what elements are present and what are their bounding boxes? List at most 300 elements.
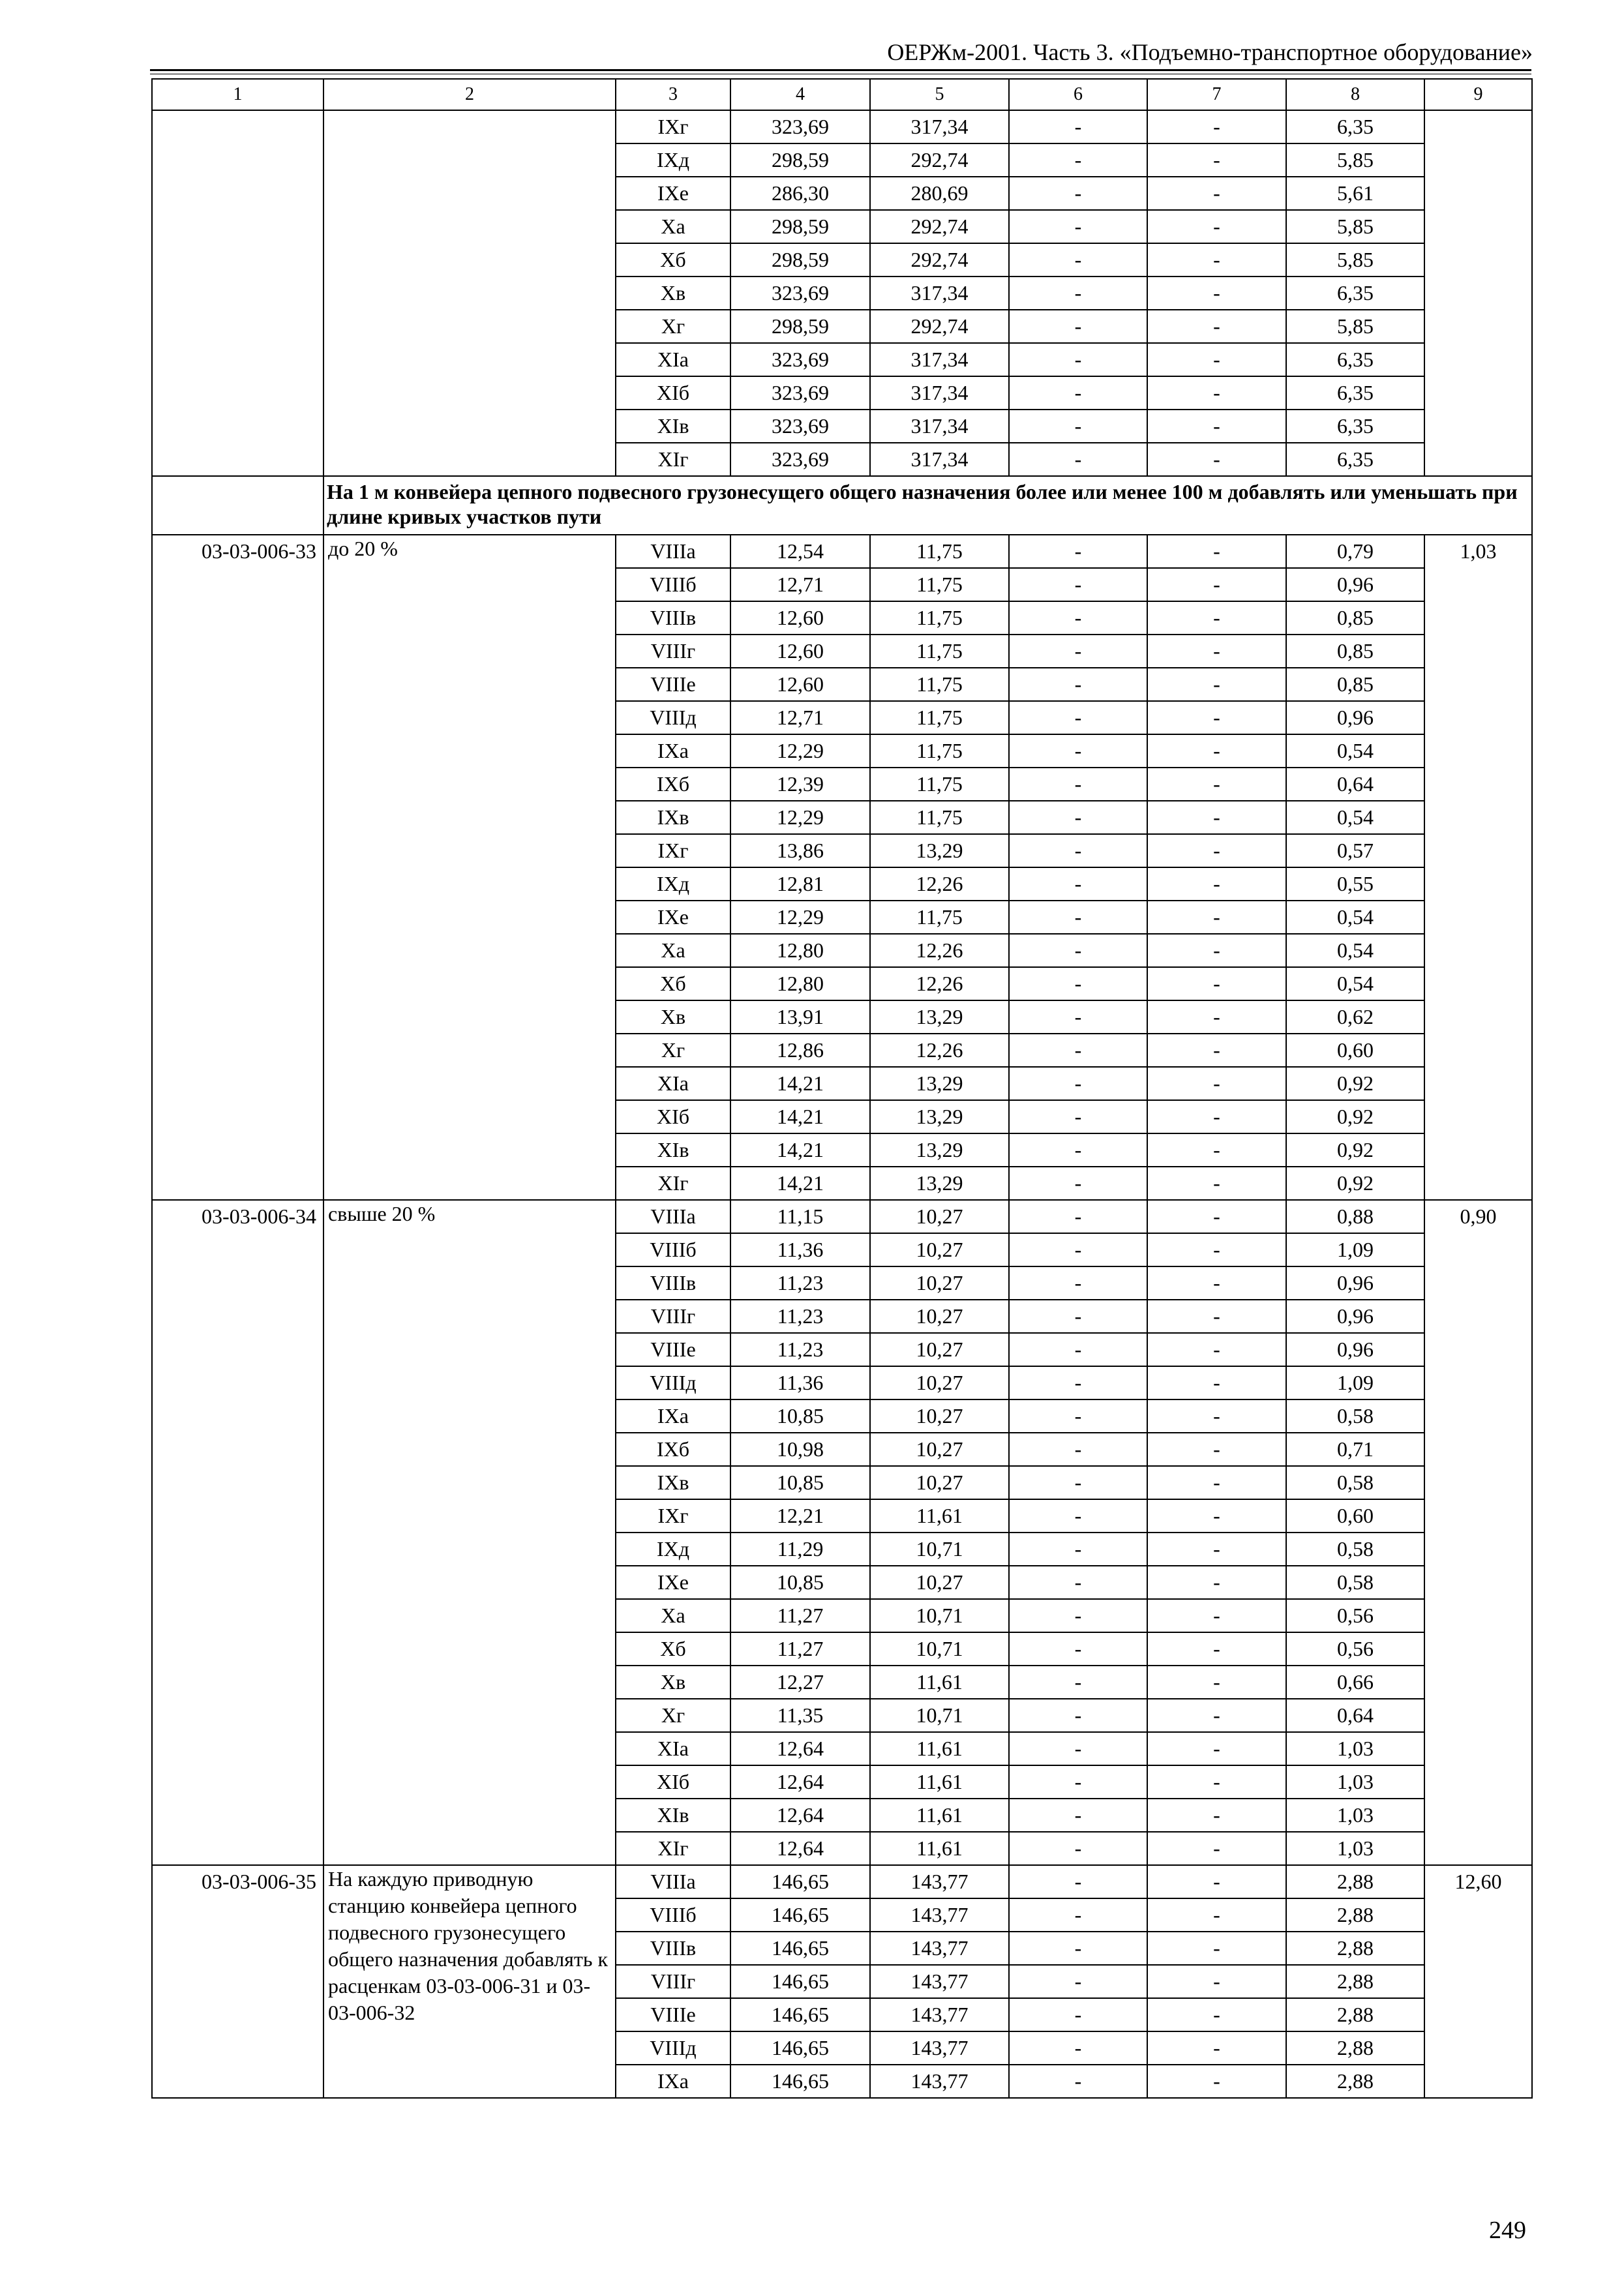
machinists-wages-cell: -	[1147, 1566, 1286, 1599]
materials-cell: 1,03	[1286, 1765, 1424, 1799]
total-cost-cell: 146,65	[730, 2031, 870, 2065]
machinists-wages-cell: -	[1147, 2031, 1286, 2065]
total-cost-cell: 12,60	[730, 635, 870, 668]
materials-cell: 0,60	[1286, 1499, 1424, 1533]
materials-cell: 0,54	[1286, 967, 1424, 1000]
total-cost-cell: 12,80	[730, 934, 870, 967]
wages-cell: 143,77	[870, 1965, 1009, 1998]
wages-cell: 11,61	[870, 1832, 1009, 1865]
materials-cell: 2,88	[1286, 1998, 1424, 2031]
machinists-wages-cell: -	[1147, 1666, 1286, 1699]
machinists-wages-cell: -	[1147, 1466, 1286, 1499]
total-cost-cell: 12,64	[730, 1732, 870, 1765]
table-row	[152, 110, 1532, 143]
resource-code-cell: XIв	[616, 1133, 730, 1167]
machinists-wages-cell: -	[1147, 1000, 1286, 1034]
materials-cell: 0,96	[1286, 1300, 1424, 1333]
machines-cell: -	[1009, 635, 1147, 668]
machines-cell: -	[1009, 1499, 1147, 1533]
section-title-row	[152, 476, 1532, 535]
resource-code-cell: VIIIд	[616, 2031, 730, 2065]
machines-cell: -	[1009, 601, 1147, 635]
materials-cell: 0,85	[1286, 668, 1424, 701]
wages-cell: 10,27	[870, 1333, 1009, 1366]
machinists-wages-cell: -	[1147, 1533, 1286, 1566]
total-cost-cell: 12,81	[730, 867, 870, 901]
wages-cell: 12,26	[870, 967, 1009, 1000]
resource-code-cell: IXб	[616, 1433, 730, 1466]
total-cost-cell: 12,21	[730, 1499, 870, 1533]
resource-code-cell: VIIIа	[616, 1200, 730, 1233]
resource-code-cell: Xб	[616, 1632, 730, 1666]
materials-cell: 0,57	[1286, 834, 1424, 867]
wages-cell: 13,29	[870, 834, 1009, 867]
total-cost-cell: 12,39	[730, 768, 870, 801]
machinists-wages-cell: -	[1147, 1832, 1286, 1865]
materials-cell: 0,60	[1286, 1034, 1424, 1067]
column-number-cell: 6	[1009, 79, 1147, 110]
machines-cell: -	[1009, 376, 1147, 410]
materials-cell: 2,88	[1286, 1898, 1424, 1932]
total-cost-cell: 12,60	[730, 601, 870, 635]
total-cost-cell: 323,69	[730, 443, 870, 476]
machines-cell: -	[1009, 734, 1147, 768]
total-cost-cell: 11,27	[730, 1632, 870, 1666]
materials-cell: 6,35	[1286, 110, 1424, 143]
wages-cell: 292,74	[870, 310, 1009, 343]
materials-cell: 2,88	[1286, 2065, 1424, 2098]
machines-cell: -	[1009, 1133, 1147, 1167]
wages-cell: 11,75	[870, 535, 1009, 568]
total-cost-cell: 11,35	[730, 1699, 870, 1732]
wages-cell: 317,34	[870, 443, 1009, 476]
code-cell-empty	[152, 110, 323, 476]
materials-cell: 0,58	[1286, 1533, 1424, 1566]
materials-cell: 0,92	[1286, 1067, 1424, 1100]
column-number-cell: 2	[323, 79, 616, 110]
total-cost-cell: 12,54	[730, 535, 870, 568]
table-row	[152, 1865, 1532, 1898]
wages-cell: 143,77	[870, 1998, 1009, 2031]
materials-cell: 1,03	[1286, 1732, 1424, 1765]
machinists-wages-cell: -	[1147, 343, 1286, 376]
machinists-wages-cell: -	[1147, 1865, 1286, 1898]
wages-cell: 11,61	[870, 1799, 1009, 1832]
wages-cell: 13,29	[870, 1100, 1009, 1133]
machines-cell: -	[1009, 834, 1147, 867]
resource-code-cell: VIIIб	[616, 1233, 730, 1266]
machinists-wages-cell: -	[1147, 2065, 1286, 2098]
norm-name-cell: до 20 %	[323, 535, 616, 1200]
machines-cell: -	[1009, 1632, 1147, 1666]
resource-code-cell: VIIIд	[616, 1366, 730, 1399]
machinists-wages-cell: -	[1147, 635, 1286, 668]
machines-cell: -	[1009, 1799, 1147, 1832]
norms-table	[151, 78, 1533, 2099]
machinists-wages-cell: -	[1147, 143, 1286, 177]
machines-cell: -	[1009, 310, 1147, 343]
machines-cell: -	[1009, 1067, 1147, 1100]
wages-cell: 12,26	[870, 1034, 1009, 1067]
machinists-wages-cell: -	[1147, 734, 1286, 768]
materials-cell: 5,85	[1286, 143, 1424, 177]
machinists-wages-cell: -	[1147, 1932, 1286, 1965]
total-cost-cell: 14,21	[730, 1067, 870, 1100]
total-cost-cell: 298,59	[730, 310, 870, 343]
materials-cell: 1,03	[1286, 1799, 1424, 1832]
resource-code-cell: Xа	[616, 210, 730, 243]
machinists-wages-cell: -	[1147, 410, 1286, 443]
resource-code-cell: VIIIб	[616, 568, 730, 601]
machines-cell: -	[1009, 668, 1147, 701]
labor-cost-cell: 12,60	[1424, 1865, 1532, 2098]
machinists-wages-cell: -	[1147, 1100, 1286, 1133]
machinists-wages-cell: -	[1147, 277, 1286, 310]
wages-cell: 10,71	[870, 1699, 1009, 1732]
machinists-wages-cell: -	[1147, 601, 1286, 635]
resource-code-cell: IXа	[616, 1399, 730, 1433]
resource-code-cell: Xа	[616, 1599, 730, 1632]
machines-cell: -	[1009, 1932, 1147, 1965]
materials-cell: 1,09	[1286, 1233, 1424, 1266]
wages-cell: 317,34	[870, 277, 1009, 310]
resource-code-cell: VIIIа	[616, 535, 730, 568]
wages-cell: 11,61	[870, 1732, 1009, 1765]
total-cost-cell: 323,69	[730, 343, 870, 376]
norm-name-cell: На каждую приводную станцию конвейера цепного подвесного грузонесущего общего назначения добавлять к расценкам 03-03-006-31 и 03-03-006-32	[323, 1865, 616, 2098]
total-cost-cell: 10,98	[730, 1433, 870, 1466]
resource-code-cell: IXе	[616, 1566, 730, 1599]
machines-cell: -	[1009, 1466, 1147, 1499]
machines-cell: -	[1009, 1998, 1147, 2031]
machinists-wages-cell: -	[1147, 1799, 1286, 1832]
machines-cell: -	[1009, 1533, 1147, 1566]
machinists-wages-cell: -	[1147, 1998, 1286, 2031]
resource-code-cell: Xа	[616, 934, 730, 967]
wages-cell: 10,27	[870, 1266, 1009, 1300]
wages-cell: 143,77	[870, 2031, 1009, 2065]
machines-cell: -	[1009, 901, 1147, 934]
column-number-cell: 3	[616, 79, 730, 110]
resource-code-cell: XIб	[616, 376, 730, 410]
wages-cell: 11,75	[870, 601, 1009, 635]
machines-cell: -	[1009, 2065, 1147, 2098]
resource-code-cell: VIIIг	[616, 635, 730, 668]
resource-code-cell: IXе	[616, 901, 730, 934]
page-number: 249	[1489, 2217, 1526, 2244]
machinists-wages-cell: -	[1147, 1133, 1286, 1167]
machinists-wages-cell: -	[1147, 901, 1286, 934]
resource-code-cell: Xг	[616, 1034, 730, 1067]
table-row	[152, 535, 1532, 568]
header-rule	[150, 69, 1531, 71]
resource-code-cell: XIа	[616, 1732, 730, 1765]
machines-cell: -	[1009, 934, 1147, 967]
machines-cell: -	[1009, 1266, 1147, 1300]
column-number-cell: 9	[1424, 79, 1532, 110]
machines-cell: -	[1009, 535, 1147, 568]
machinists-wages-cell: -	[1147, 1233, 1286, 1266]
machines-cell: -	[1009, 967, 1147, 1000]
machinists-wages-cell: -	[1147, 1499, 1286, 1533]
resource-code-cell: Xв	[616, 277, 730, 310]
total-cost-cell: 12,29	[730, 734, 870, 768]
machinists-wages-cell: -	[1147, 1433, 1286, 1466]
total-cost-cell: 12,64	[730, 1832, 870, 1865]
wages-cell: 143,77	[870, 1865, 1009, 1898]
total-cost-cell: 146,65	[730, 1898, 870, 1932]
materials-cell: 5,61	[1286, 177, 1424, 210]
wages-cell: 10,27	[870, 1466, 1009, 1499]
total-cost-cell: 323,69	[730, 110, 870, 143]
wages-cell: 143,77	[870, 2065, 1009, 2098]
labor-cost-cell: 1,03	[1424, 535, 1532, 1200]
wages-cell: 11,75	[870, 801, 1009, 834]
machinists-wages-cell: -	[1147, 834, 1286, 867]
total-cost-cell: 13,86	[730, 834, 870, 867]
total-cost-cell: 323,69	[730, 376, 870, 410]
section-title: На 1 м конвейера цепного подвесного грузонесущего общего назначения более или менее 100 м добавлять или уменьшать при длине кривых участков пути	[323, 476, 1532, 535]
resource-code-cell: VIIIе	[616, 668, 730, 701]
total-cost-cell: 286,30	[730, 177, 870, 210]
materials-cell: 6,35	[1286, 410, 1424, 443]
total-cost-cell: 146,65	[730, 2065, 870, 2098]
machinists-wages-cell: -	[1147, 1333, 1286, 1366]
machinists-wages-cell: -	[1147, 1200, 1286, 1233]
machinists-wages-cell: -	[1147, 801, 1286, 834]
table-row	[152, 1200, 1532, 1233]
machines-cell: -	[1009, 2031, 1147, 2065]
name-cell-empty	[323, 110, 616, 476]
machines-cell: -	[1009, 801, 1147, 834]
resource-code-cell: IXд	[616, 143, 730, 177]
wages-cell: 11,75	[870, 568, 1009, 601]
machines-cell: -	[1009, 1898, 1147, 1932]
wages-cell: 10,71	[870, 1632, 1009, 1666]
machines-cell: -	[1009, 1832, 1147, 1865]
total-cost-cell: 298,59	[730, 143, 870, 177]
materials-cell: 0,54	[1286, 934, 1424, 967]
total-cost-cell: 11,27	[730, 1599, 870, 1632]
machines-cell: -	[1009, 701, 1147, 734]
machines-cell: -	[1009, 1200, 1147, 1233]
total-cost-cell: 11,23	[730, 1300, 870, 1333]
machines-cell: -	[1009, 1765, 1147, 1799]
resource-code-cell: Xг	[616, 310, 730, 343]
materials-cell: 0,79	[1286, 535, 1424, 568]
resource-code-cell: XIб	[616, 1100, 730, 1133]
machinists-wages-cell: -	[1147, 967, 1286, 1000]
resource-code-cell: Xб	[616, 243, 730, 277]
machines-cell: -	[1009, 343, 1147, 376]
table-body	[152, 79, 1532, 2098]
wages-cell: 12,26	[870, 867, 1009, 901]
resource-code-cell: VIIIг	[616, 1300, 730, 1333]
wages-cell: 11,75	[870, 768, 1009, 801]
materials-cell: 0,71	[1286, 1433, 1424, 1466]
total-cost-cell: 14,21	[730, 1100, 870, 1133]
machines-cell: -	[1009, 1233, 1147, 1266]
materials-cell: 0,88	[1286, 1200, 1424, 1233]
materials-cell: 5,85	[1286, 310, 1424, 343]
materials-cell: 2,88	[1286, 2031, 1424, 2065]
materials-cell: 0,96	[1286, 1333, 1424, 1366]
resource-code-cell: VIIIа	[616, 1865, 730, 1898]
materials-cell: 0,58	[1286, 1399, 1424, 1433]
wages-cell: 10,27	[870, 1366, 1009, 1399]
total-cost-cell: 298,59	[730, 243, 870, 277]
total-cost-cell: 12,71	[730, 568, 870, 601]
machines-cell: -	[1009, 1732, 1147, 1765]
machines-cell: -	[1009, 1599, 1147, 1632]
materials-cell: 0,64	[1286, 1699, 1424, 1732]
resource-code-cell: VIIIд	[616, 701, 730, 734]
machines-cell: -	[1009, 1666, 1147, 1699]
materials-cell: 0,64	[1286, 768, 1424, 801]
machinists-wages-cell: -	[1147, 1965, 1286, 1998]
materials-cell: 1,03	[1286, 1832, 1424, 1865]
total-cost-cell: 11,23	[730, 1266, 870, 1300]
machines-cell: -	[1009, 1865, 1147, 1898]
materials-cell: 0,54	[1286, 734, 1424, 768]
resource-code-cell: XIб	[616, 1765, 730, 1799]
machinists-wages-cell: -	[1147, 1300, 1286, 1333]
wages-cell: 317,34	[870, 410, 1009, 443]
wages-cell: 10,27	[870, 1300, 1009, 1333]
machinists-wages-cell: -	[1147, 1699, 1286, 1732]
materials-cell: 1,09	[1286, 1366, 1424, 1399]
wages-cell: 13,29	[870, 1167, 1009, 1200]
resource-code-cell: XIг	[616, 1167, 730, 1200]
materials-cell: 0,96	[1286, 568, 1424, 601]
column-number-cell: 4	[730, 79, 870, 110]
total-cost-cell: 11,15	[730, 1200, 870, 1233]
materials-cell: 2,88	[1286, 1965, 1424, 1998]
machines-cell: -	[1009, 1333, 1147, 1366]
total-cost-cell: 10,85	[730, 1466, 870, 1499]
resource-code-cell: XIв	[616, 1799, 730, 1832]
wages-cell: 11,75	[870, 734, 1009, 768]
total-cost-cell: 12,27	[730, 1666, 870, 1699]
wages-cell: 12,26	[870, 934, 1009, 967]
materials-cell: 6,35	[1286, 343, 1424, 376]
norm-code-cell: 03-03-006-34	[152, 1200, 323, 1865]
resource-code-cell: IXд	[616, 1533, 730, 1566]
materials-cell: 0,58	[1286, 1566, 1424, 1599]
machines-cell: -	[1009, 1167, 1147, 1200]
resource-code-cell: IXа	[616, 734, 730, 768]
total-cost-cell: 146,65	[730, 1932, 870, 1965]
wages-cell: 143,77	[870, 1932, 1009, 1965]
materials-cell: 0,96	[1286, 701, 1424, 734]
total-cost-cell: 323,69	[730, 277, 870, 310]
labor-cost-cell: 0,90	[1424, 1200, 1532, 1865]
wages-cell: 11,61	[870, 1765, 1009, 1799]
wages-cell: 317,34	[870, 376, 1009, 410]
machinists-wages-cell: -	[1147, 568, 1286, 601]
machinists-wages-cell: -	[1147, 443, 1286, 476]
machines-cell: -	[1009, 568, 1147, 601]
machinists-wages-cell: -	[1147, 701, 1286, 734]
column-number-cell: 1	[152, 79, 323, 110]
materials-cell: 0,85	[1286, 601, 1424, 635]
machines-cell: -	[1009, 410, 1147, 443]
wages-cell: 10,27	[870, 1200, 1009, 1233]
materials-cell: 5,85	[1286, 210, 1424, 243]
wages-cell: 13,29	[870, 1000, 1009, 1034]
resource-code-cell: VIIIе	[616, 1333, 730, 1366]
total-cost-cell: 10,85	[730, 1566, 870, 1599]
resource-code-cell: VIIIв	[616, 601, 730, 635]
wages-cell: 13,29	[870, 1133, 1009, 1167]
materials-cell: 0,55	[1286, 867, 1424, 901]
total-cost-cell: 13,91	[730, 1000, 870, 1034]
resource-code-cell: XIа	[616, 343, 730, 376]
machines-cell: -	[1009, 177, 1147, 210]
machines-cell: -	[1009, 1000, 1147, 1034]
machinists-wages-cell: -	[1147, 668, 1286, 701]
total-cost-cell: 11,23	[730, 1333, 870, 1366]
total-cost-cell: 14,21	[730, 1133, 870, 1167]
machines-cell: -	[1009, 867, 1147, 901]
machines-cell: -	[1009, 143, 1147, 177]
resource-code-cell: IXг	[616, 1499, 730, 1533]
total-cost-cell: 12,80	[730, 967, 870, 1000]
wages-cell: 11,61	[870, 1499, 1009, 1533]
column-number-cell: 5	[870, 79, 1009, 110]
materials-cell: 0,92	[1286, 1100, 1424, 1133]
machines-cell: -	[1009, 1566, 1147, 1599]
resource-code-cell: IXе	[616, 177, 730, 210]
wages-cell: 11,75	[870, 668, 1009, 701]
resource-code-cell: IXг	[616, 834, 730, 867]
machinists-wages-cell: -	[1147, 1632, 1286, 1666]
resource-code-cell: XIг	[616, 443, 730, 476]
total-cost-cell: 11,36	[730, 1366, 870, 1399]
materials-cell: 0,96	[1286, 1266, 1424, 1300]
machinists-wages-cell: -	[1147, 1167, 1286, 1200]
machinists-wages-cell: -	[1147, 210, 1286, 243]
resource-code-cell: Xб	[616, 967, 730, 1000]
machines-cell: -	[1009, 277, 1147, 310]
machinists-wages-cell: -	[1147, 768, 1286, 801]
wages-cell: 10,27	[870, 1433, 1009, 1466]
materials-cell: 6,35	[1286, 277, 1424, 310]
wages-cell: 280,69	[870, 177, 1009, 210]
materials-cell: 2,88	[1286, 1865, 1424, 1898]
machinists-wages-cell: -	[1147, 1732, 1286, 1765]
machinists-wages-cell: -	[1147, 1034, 1286, 1067]
machinists-wages-cell: -	[1147, 310, 1286, 343]
wages-cell: 292,74	[870, 210, 1009, 243]
materials-cell: 6,35	[1286, 376, 1424, 410]
total-cost-cell: 14,21	[730, 1167, 870, 1200]
resource-code-cell: IXг	[616, 110, 730, 143]
wages-cell: 317,34	[870, 110, 1009, 143]
wages-cell: 10,71	[870, 1599, 1009, 1632]
resource-code-cell: IXд	[616, 867, 730, 901]
machines-cell: -	[1009, 1433, 1147, 1466]
resource-code-cell: XIв	[616, 410, 730, 443]
machinists-wages-cell: -	[1147, 1765, 1286, 1799]
running-header-title: ОЕРЖм-2001. Часть 3. «Подъемно-транспортное оборудование»	[887, 39, 1533, 65]
wages-cell: 10,27	[870, 1399, 1009, 1433]
machinists-wages-cell: -	[1147, 1266, 1286, 1300]
total-cost-cell: 323,69	[730, 410, 870, 443]
total-cost-cell: 12,64	[730, 1799, 870, 1832]
resource-code-cell: Xв	[616, 1666, 730, 1699]
materials-cell: 0,85	[1286, 635, 1424, 668]
